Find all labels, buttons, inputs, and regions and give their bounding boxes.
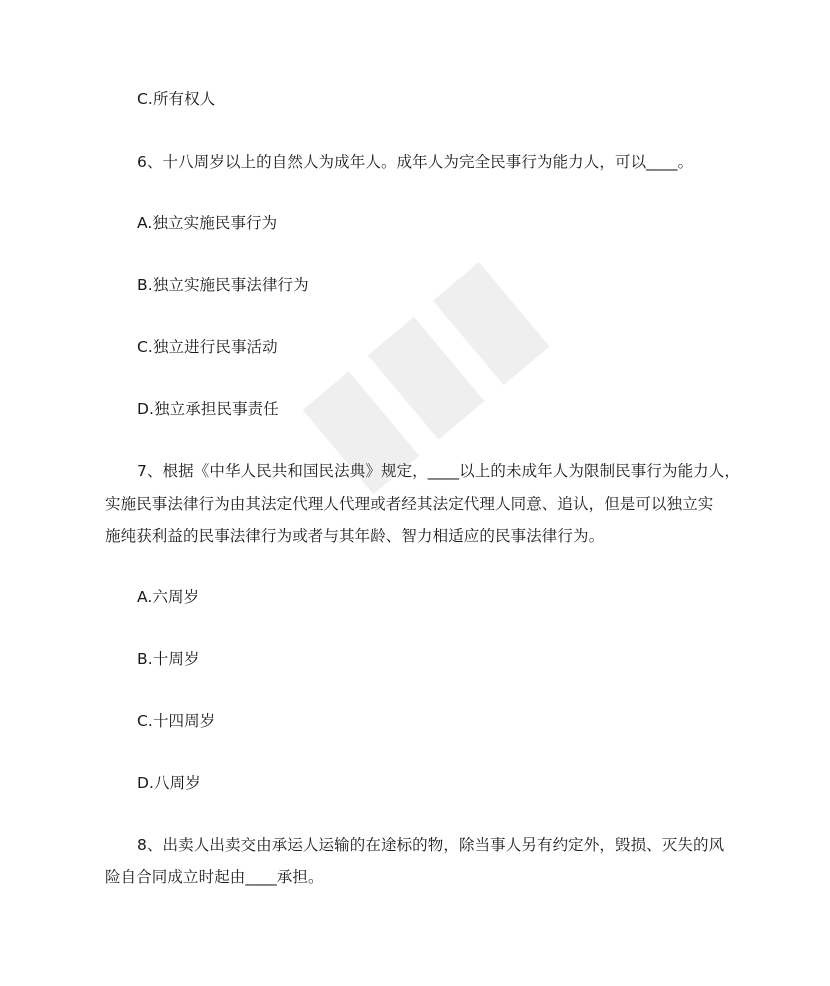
question-7-option-c: C.十四周岁 bbox=[137, 712, 216, 730]
question-7-option-b: B.十周岁 bbox=[137, 650, 200, 668]
question-6-option-a: A.独立实施民事行为 bbox=[137, 214, 278, 232]
question-8-stem-line-1: 8、出卖人出卖交由承运人运输的在途标的物，除当事人另有约定外，毁损、灭失的风 bbox=[137, 836, 725, 854]
prev-option-c: C.所有权人 bbox=[137, 90, 216, 108]
question-8-stem-line-2: 险自合同成立时起由____承担。 bbox=[105, 868, 324, 886]
watermark-logo bbox=[269, 219, 590, 532]
question-7-stem-line-3: 施纯获利益的民事法律行为或者与其年龄、智力相适应的民事法律行为。 bbox=[105, 527, 605, 545]
question-7-stem-line-1: 7、根据《中华人民共和国民法典》规定，____以上的未成年人为限制民事行为能力人， bbox=[137, 462, 740, 480]
question-6-option-c: C.独立进行民事活动 bbox=[137, 338, 278, 356]
question-6-option-b: B.独立实施民事法律行为 bbox=[137, 276, 309, 294]
question-7-stem-line-2: 实施民事法律行为由其法定代理人代理或者经其法定代理人同意、追认，但是可以独立实 bbox=[105, 495, 714, 513]
question-6-option-d: D.独立承担民事责任 bbox=[137, 400, 279, 418]
question-7-option-a: A.六周岁 bbox=[137, 588, 200, 606]
question-6-stem: 6、十八周岁以上的自然人为成年人。成年人为完全民事行为能力人，可以____。 bbox=[137, 153, 694, 171]
question-7-option-d: D.八周岁 bbox=[137, 774, 201, 792]
watermark-mark bbox=[269, 219, 590, 532]
